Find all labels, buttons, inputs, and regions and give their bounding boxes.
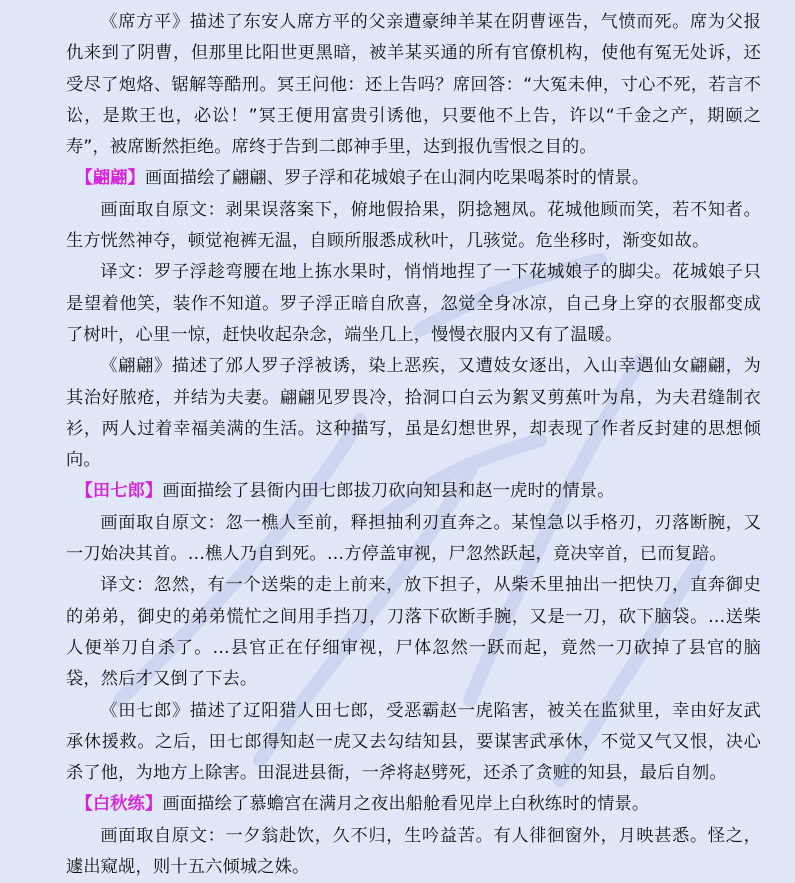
paragraph-tianqilang-translation: 译文：忽然，有一个送柴的走上前来，放下担子，从柴禾里抽出一把快刀，直奔御史的弟弟，御史的弟弟慌忙之间用手挡刀，刀落下砍断手腕，又是一刀，砍下脑袋。…送柴人便举刀自杀了。…县官正在仔细审视，尸体忽然一跃而起，竟然一刀砍掉了县官的脑袋，然后才又倒了下去。 [66, 575, 761, 690]
caption-text: 画面描绘了县衙内田七郎拔刀砍向知县和赵一虎时的情景。 [162, 481, 615, 502]
paragraph-tianqilang-summary: 《田七郎》描述了辽阳猎人田七郎，受恶霸赵一虎陷害，被关在监狱里，幸由好友武承休援救。之后，田七郎得知赵一虎又去勾结知县，要谋害武承休，不觉又气又恨，决心杀了他，为地方上除害。田混进县衙，一斧将赵劈死，还杀了贪赃的知县，最后自刎。 [66, 700, 761, 784]
paragraph-baiqiulian-caption [66, 789, 761, 820]
caption-text: 画面描绘了慕蟾宫在满月之夜出船舱看见岸上白秋练时的情景。 [162, 794, 650, 815]
paragraph-pianpian-summary: 《翩翩》描述了邠人罗子浮被诱，染上恶疾，又遭妓女逐出，入山幸遇仙女翩翩，为其治好脓疮，并结为夫妻。翩翩见罗畏冷，拾洞口白云为絮叉剪蕉叶为帛，为夫君缝制衣衫，两人过着幸福美满的生活。这种描写，虽是幻想世界，却表现了作者反封建的思想倾向。 [66, 356, 761, 471]
paragraph-tianqilang-caption [66, 476, 761, 507]
paragraph-pianpian-translation: 译文：罗子浮趁弯腰在地上拣水果时，悄悄地捏了一下花城娘子的脚尖。花城娘子只是望着他笑，装作不知道。罗子浮正暗自欣喜，忽觉全身冰凉，自己身上穿的衣服都变成了树叶，心里一惊，赶快收起杂念，端坐几上，慢慢衣服内又有了温暖。 [66, 262, 761, 345]
paragraph-tianqilang-original: 画面取自原文：忽一樵人至前，释担抽利刃直奔之。某惶急以手格刃，刃落断腕，又一刀始决其首。…樵人乃自到死。…方停盖审视，尸忽然跃起，竟决宰首，已而复踣。 [66, 512, 761, 565]
paragraph-pianpian-caption [66, 163, 761, 194]
caption-text: 画面描绘了翩翩、罗子浮和花城娘子在山洞内吃果喝茶时的情景。 [145, 168, 650, 189]
section-tag-baiqiulian: 【白秋练】 [75, 794, 163, 815]
section-tag-pianpian: 【翩翩】 [75, 168, 146, 189]
paragraph-pianpian-original: 画面取自原文：剥果误落案下，俯地假拾果，阴捻翘凤。花城他顾而笑，若不知者。生方恍然神夺，顿觉袍裤无温，自顾所服悉成秋叶，几骇觉。危坐移时，渐变如故。 [66, 199, 761, 252]
section-tag-tianqilang: 【田七郎】 [75, 481, 163, 502]
paragraph-xifangping: 《席方平》描述了东安人席方平的父亲遭豪绅羊某在阴曹诬告，气愤而死。席为父报仇来到了阴曹，但那里比阳世更黑暗，被羊某买通的所有官僚机构，使他有冤无处诉，还受尽了炮烙、锯解等酷刑。冥王问他：还上告吗？席回答：“大冤未伸，寸心不死，若言不讼，是欺王也，必讼！”冥王便用富贵引诱他，只要他不上告，许以“千金之产，期颐之寿”，被席断然拒绝。席终于告到二郎神手里，达到报仇雪恨之目的。 [66, 12, 761, 158]
paragraph-baiqiulian-original: 画面取自原文：一夕翁赴饮，久不归，生吟益苦。有人徘徊窗外，月映甚悉。怪之，遽出窥觇，则十五六倾城之姝。 [66, 825, 761, 878]
